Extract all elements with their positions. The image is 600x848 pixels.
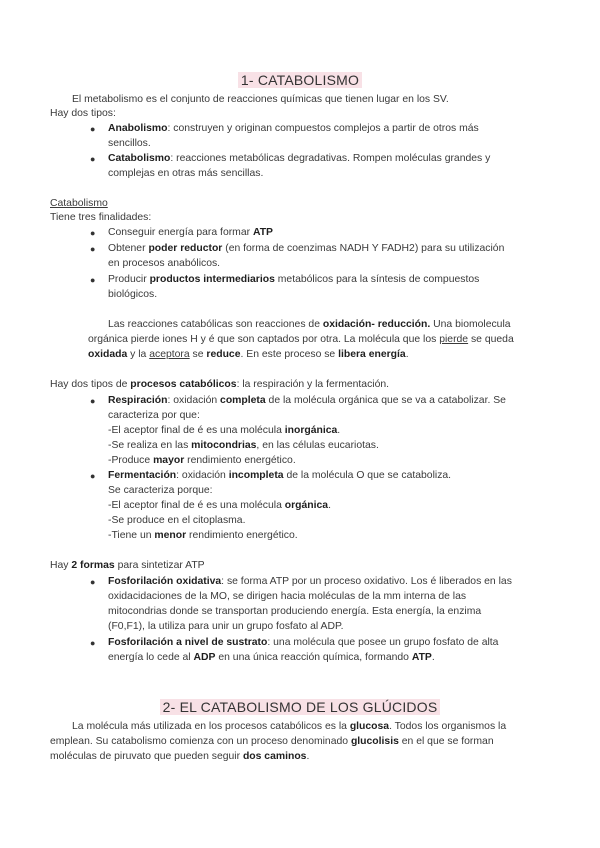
fermentacion-desc: -Tiene un menor rendimiento energético. <box>108 530 298 541</box>
finalidad-3-cont: biológicos. <box>108 289 158 300</box>
catabolismo-item-cont: complejas en otras más sencillas. <box>108 168 264 179</box>
finalidad-3: Producir productos intermediarios metabólicos para la síntesis de compuestos <box>108 274 480 285</box>
intro-paragraph: El metabolismo es el conjunto de reacciones químicas que tienen lugar en los SV. <box>72 94 449 105</box>
glucidos-paragraph: La molécula más utilizada en los procesos catabólicos es la glucosa. Todos los organismos la <box>72 721 507 732</box>
finalidad-1: Conseguir energía para formar ATP <box>108 227 273 238</box>
redox-paragraph-cont: oxidada y la aceptora se reduce. En este proceso se libera energía. <box>88 349 409 360</box>
formas-label: Hay 2 formas para sintetizar ATP <box>50 560 205 571</box>
glucidos-paragraph-cont: emplean. Su catabolismo comienza con un proceso denominado glucolisis en el que se forman <box>50 736 494 747</box>
bullet-icon: ● <box>90 244 96 254</box>
anabolismo-item: Anabolismo: construyen y originan compuestos complejos a partir de otros más <box>108 123 479 134</box>
respiracion-item: Respiración: oxidación completa de la molécula orgánica que se va a catabolizar. Se <box>108 395 506 406</box>
fosforilacion-oxidativa-cont: mitocondrias donde se transportan produciendo energía. Esta energía, la enzima <box>108 606 482 617</box>
bullet-icon: ● <box>90 124 96 134</box>
bullet-icon: ● <box>90 228 96 238</box>
bullet-icon: ● <box>90 471 96 481</box>
respiracion-desc: caracteriza por que: <box>108 410 200 421</box>
catabolismo-subtitle: Catabolismo <box>50 198 108 209</box>
fosforilacion-sustrato-cont: energía lo cede al ADP en una única reacción química, formando ATP. <box>108 652 435 663</box>
redox-paragraph: Las reacciones catabólicas son reacciones de oxidación- reducción. Una biomolecula <box>108 319 511 330</box>
fosforilacion-oxidativa-cont: oxidacidaciones de la MO, se dirigen hacia moléculas de la mm interna de las <box>108 591 467 602</box>
finalidades-label: Tiene tres finalidades: <box>50 212 152 223</box>
section-1-title: 1- CATABOLISMO <box>0 71 600 89</box>
bullet-icon: ● <box>90 396 96 406</box>
finalidad-2: Obtener poder reductor (en forma de coenzimas NADH Y FADH2) para su utilización <box>108 243 505 254</box>
bullet-icon: ● <box>90 577 96 587</box>
fermentacion-desc: Se caracteriza porque: <box>108 485 213 496</box>
glucidos-paragraph-cont: moléculas de piruvato que pueden seguir dos caminos. <box>50 751 310 762</box>
fermentacion-item: Fermentación: oxidación incompleta de la molécula O que se cataboliza. <box>108 470 452 481</box>
section-2-title: 2- EL CATABOLISMO DE LOS GLÚCIDOS <box>0 698 600 716</box>
bullet-icon: ● <box>90 275 96 285</box>
finalidad-2-cont: en procesos anabólicos. <box>108 258 221 269</box>
fermentacion-desc: -Se produce en el citoplasma. <box>108 515 246 526</box>
redox-paragraph-cont: orgánica pierde iones H y é que son captados por otra. La molécula que los pierde se queda <box>88 334 514 345</box>
bullet-icon: ● <box>90 154 96 164</box>
fosforilacion-oxidativa-cont: (F0,F1), la utiliza para unir un grupo fosfato al ADP. <box>108 621 344 632</box>
fosforilacion-oxidativa-item: Fosforilación oxidativa: se forma ATP por un proceso oxidativo. Los é liberados en las <box>108 576 512 587</box>
respiracion-desc: -Produce mayor rendimiento energético. <box>108 455 296 466</box>
anabolismo-item-cont: sencillos. <box>108 138 151 149</box>
fermentacion-desc: -El aceptor final de é es una molécula orgánica. <box>108 500 331 511</box>
catabolismo-item: Catabolismo: reacciones metabólicas degradativas. Rompen moléculas grandes y <box>108 153 491 164</box>
procesos-label: Hay dos tipos de procesos catabólicos: la respiración y la fermentación. <box>50 379 390 390</box>
fosforilacion-sustrato-item: Fosforilación a nivel de sustrato: una molécula que posee un grupo fosfato de alta <box>108 637 499 648</box>
bullet-icon: ● <box>90 638 96 648</box>
types-label: Hay dos tipos: <box>50 108 116 119</box>
respiracion-desc: -El aceptor final de é es una molécula inorgánica. <box>108 425 341 436</box>
respiracion-desc: -Se realiza en las mitocondrias, en las células eucariotas. <box>108 440 379 451</box>
